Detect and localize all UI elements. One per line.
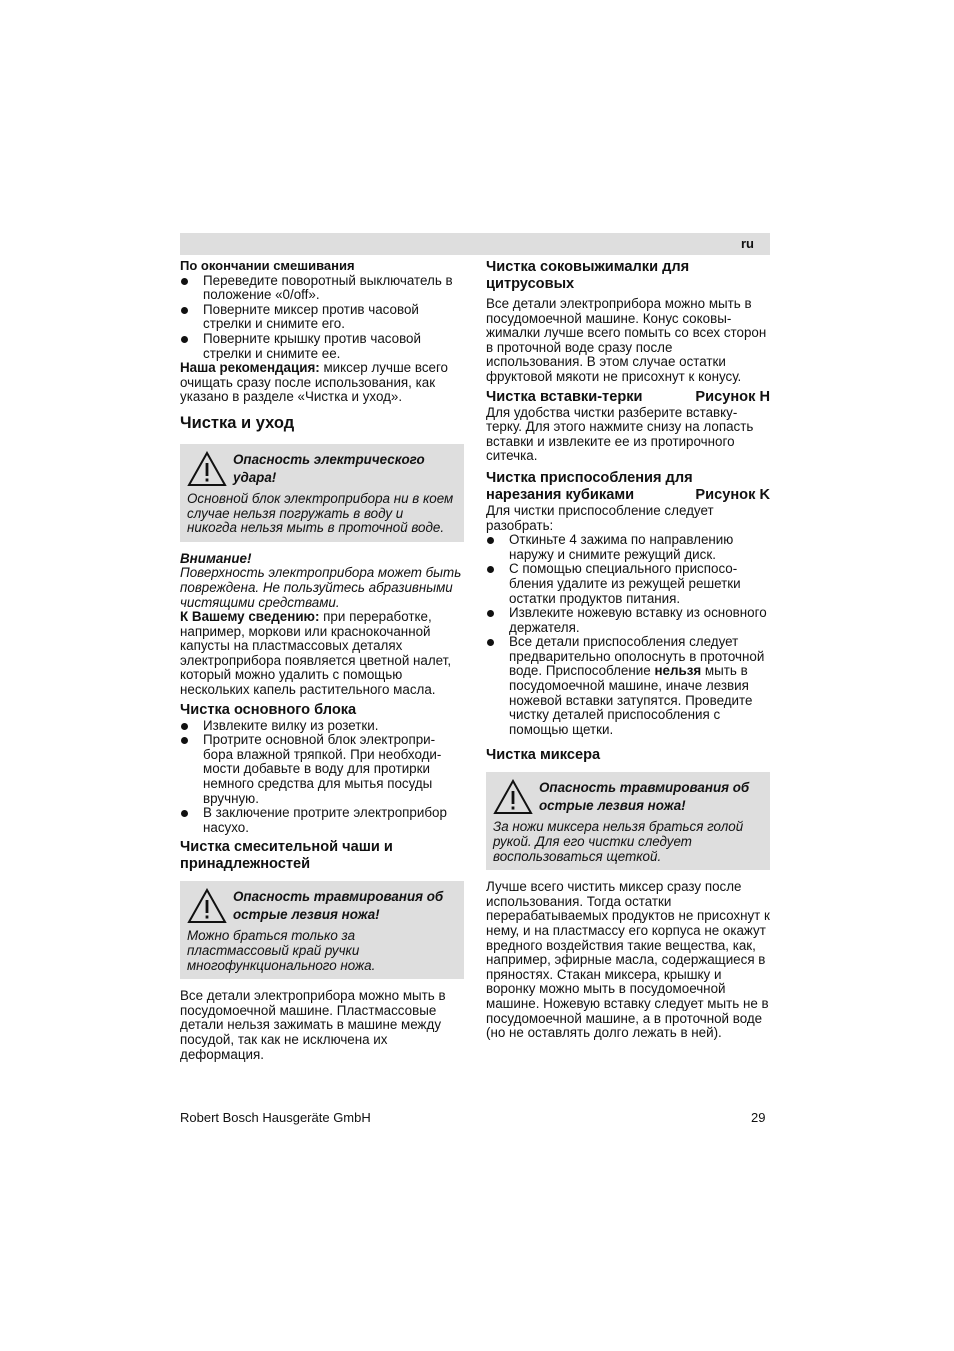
dicer-list — [486, 533, 770, 737]
list-item: В заключение протрите электроприбор насухо. — [180, 806, 464, 835]
dicer-last-bold: нельзя — [654, 663, 702, 679]
list-item: С помощью специального приспосо-бления удалите из режущей решетки остатки продуктов питания. — [486, 562, 770, 606]
warning-triangle-icon — [187, 451, 227, 487]
warning-text: Основной блок электроприбора ни в коем случае нельзя погружать в воду и никогда нельзя мыть в проточной воде. — [187, 490, 454, 536]
warning-box-mixer-blade — [486, 772, 770, 870]
warning-box-electric — [180, 444, 464, 542]
recommendation-paragraph — [180, 361, 464, 405]
warning-text: Можно браться только за пластмассовый край ручки многофункционального ножа. — [187, 928, 376, 973]
list-item: Поверните миксер против часовой стрелки и снимите его. — [180, 303, 464, 332]
grater-heading: Чистка вставки-терки — [486, 388, 643, 405]
list-item: Переведите поворотный выключатель в положение «0/off». — [180, 274, 464, 303]
base-list — [180, 719, 464, 836]
recommendation-text: миксер лучше всего очищать сразу после использования, как указано в разделе «Чистка и уход». — [180, 360, 448, 405]
dicer-last-b: мыть в посудомоечной машине, иначе лезвия ножевой вставки затупятся. Проведите чистку деталей приспособления с помощью щетки. — [509, 663, 753, 737]
warning-box-blade — [180, 881, 464, 979]
grater-heading-row — [486, 389, 770, 406]
warning-triangle-icon — [493, 779, 533, 815]
list-item: Поверните крышку против часовой стрелки и снимите ее. — [180, 332, 464, 361]
attention-label: Внимание! — [180, 550, 252, 566]
mixing-end-heading: По окончании смешивания — [180, 258, 355, 273]
note-label: К Вашему сведению: — [180, 609, 320, 625]
grater-figure-ref: Рисунок H — [695, 388, 770, 405]
mixer-heading: Чистка миксера — [486, 747, 601, 764]
warning-title: Опасность электрического удара! — [233, 451, 425, 485]
dicer-heading-line2: нарезания кубиками — [486, 486, 635, 503]
recommendation-label: Наша рекомендация: — [180, 360, 320, 376]
list-item: Извлеките ножевую вставку из основного держателя. — [486, 606, 770, 635]
warning-text: За ножи миксера нельзя браться голой рукой. Для его чистки следует воспользоваться щеткой. — [493, 819, 744, 864]
page-number: 29 — [751, 1110, 766, 1125]
mixing-end-list — [180, 274, 464, 362]
juicer-text: Все детали электроприбора можно мыть в посудомоечной машине. Конус соковы-жималки лучше всего помыть со всех сторон в проточной воде сразу после использования. В этом случае остатки фруктовой мякоти не присохнут к конусу. — [486, 296, 767, 384]
left-column — [180, 259, 464, 1062]
dicer-heading-line1: Чистка приспособления для — [486, 469, 693, 486]
note-paragraph — [180, 610, 464, 698]
dicer-heading-row — [486, 487, 770, 504]
dicer-figure-ref: Рисунок K — [695, 486, 770, 503]
dicer-intro: Для чистки приспособление следует разобрать: — [486, 502, 714, 533]
list-item — [486, 635, 770, 737]
care-title: Чистка и уход — [180, 413, 295, 432]
bowl-heading: Чистка смесительной чаши и принадлежностей — [180, 839, 393, 873]
warning-title: Опасность травмирования об острые лезвия ножа! — [539, 780, 750, 814]
warning-title: Опасность травмирования об острые лезвия ножа! — [233, 889, 444, 923]
dicer-last-a: Все детали приспособления следует предварительно ополоснуть в проточной воде. Приспособление — [509, 634, 765, 679]
juicer-heading: Чистка соковыжималки для цитрусовых — [486, 259, 690, 292]
grater-text: Для удобства чистки разберите вставку-терку. Для этого нажмите снизу на лопасть вставки и извлеките ее из протирочного ситечка. — [486, 404, 754, 464]
right-column — [486, 259, 770, 1041]
base-heading: Чистка основного блока — [180, 701, 357, 718]
attention-text: Поверхность электроприбора может быть повреждена. Не пользуйтесь абразивными чистящими средствами. — [180, 565, 462, 610]
note-text: при переработке, например, моркови или краснокочанной капусты на пластмассовых деталях электроприбора появляется цветной налет, который можно удалить с помощью нескольких капель растительного масла. — [180, 609, 452, 698]
list-item: Протрите основной блок электропри-бора влажной тряпкой. При необходи-мости добавьте в воду для протирки немного средства для мытья посуды вручную. — [180, 733, 464, 806]
header-bar — [180, 233, 770, 255]
mixer-text: Лучше всего чистить миксер сразу после использования. Тогда остатки перерабатываемых продуктов не присохнут к нему, и на пластмассу его корпуса не окажут вредного воздействия такие вещества, как, например, эфирные масла, содержащиеся в пряностях. Стакан миксера, крышку и воронку можно мыть в посудомоечной машине. Ножевую вставку следует мыть не в посудомоечной машине, а в проточной воде (но не оставлять долго лежать в ней). — [486, 879, 770, 1041]
language-code: ru — [741, 236, 754, 251]
footer-company: Robert Bosch Hausgeräte GmbH — [180, 1110, 371, 1125]
list-item: Откиньте 4 зажима по направлению наружу и снимите режущий диск. — [486, 533, 770, 562]
bowl-text: Все детали электроприбора можно мыть в посудомоечной машине. Пластмассовые детали нельзя зажимать в машине между посудой, так как не исключена их деформация. — [180, 988, 446, 1062]
list-item: Извлеките вилку из розетки. — [180, 719, 464, 734]
warning-triangle-icon — [187, 888, 227, 924]
